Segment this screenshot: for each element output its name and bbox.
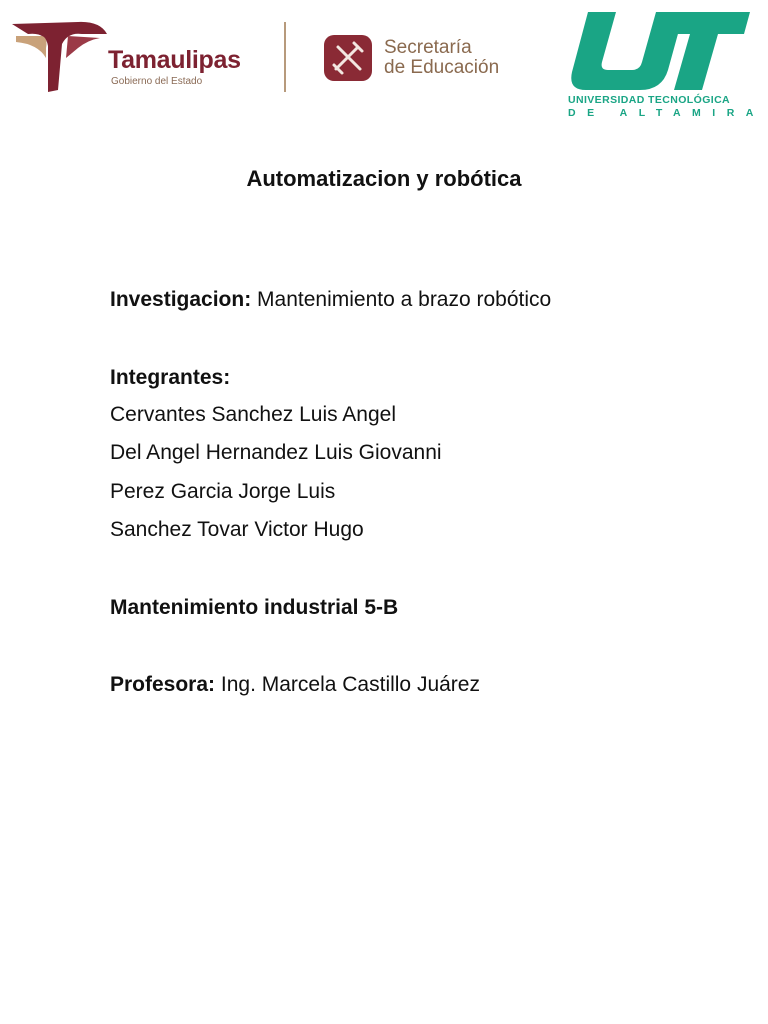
secretaria-line2: de Educación (384, 57, 500, 78)
investigacion-line (110, 288, 551, 312)
tamaulipas-emblem-icon (8, 18, 108, 98)
investigacion-value: Mantenimiento a brazo robótico (257, 288, 552, 311)
investigacion-label: Investigacion: (110, 288, 252, 311)
ut-monogram-icon (566, 10, 752, 92)
grupo-label: Mantenimiento industrial 5-B (110, 596, 399, 619)
integrante-3: Perez Garcia Jorge Luis (110, 480, 336, 503)
integrante-2: Del Angel Hernandez Luis Giovanni (110, 441, 442, 464)
grupo-line (110, 596, 398, 620)
education-pencil-icon (322, 33, 374, 83)
tamaulipas-logo (8, 18, 278, 98)
tamaulipas-name: Tamaulipas (108, 46, 241, 74)
secretaria-line1: Secretaría (384, 37, 472, 58)
ut-altamira-logo (566, 10, 765, 120)
tamaulipas-subtitle: Gobierno del Estado (111, 76, 203, 87)
profesora-label: Profesora: (110, 673, 216, 696)
integrantes-heading (110, 366, 230, 390)
ut-line1: UNIVERSIDAD TECNOLÓGICA (568, 94, 731, 106)
document-title: Automatizacion y robótica (246, 166, 522, 191)
integrante-4: Sanchez Tovar Victor Hugo (110, 518, 364, 541)
secretaria-educacion-logo (320, 30, 520, 86)
profesora-value: Ing. Marcela Castillo Juárez (220, 673, 480, 696)
header-divider (284, 22, 286, 92)
document-header (0, 0, 768, 130)
ut-line2: DE ALTAMIRA (568, 107, 765, 119)
integrante-1: Cervantes Sanchez Luis Angel (110, 403, 397, 426)
integrantes-label: Integrantes: (110, 366, 231, 389)
profesora-line (110, 673, 480, 697)
